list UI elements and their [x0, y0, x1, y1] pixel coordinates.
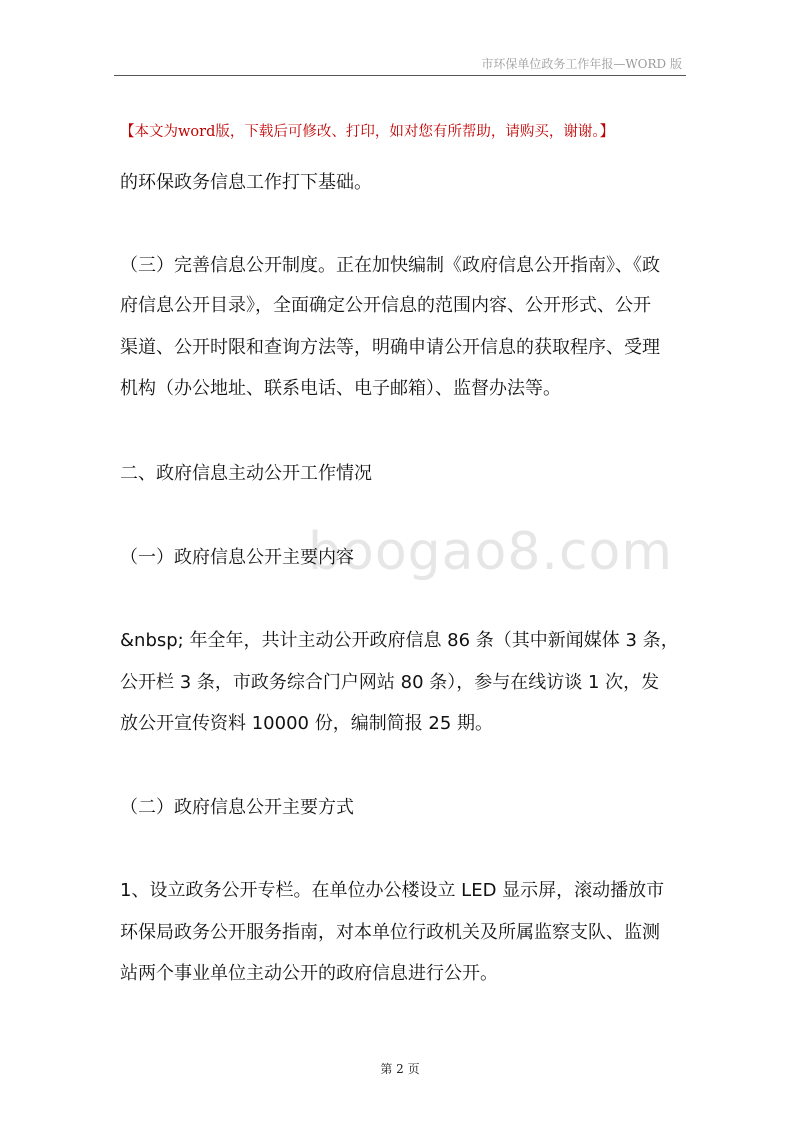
body-line: 环保局政务公开服务指南，对本单位行政机关及所属监察支队、监测 [120, 922, 660, 943]
subsection-heading: （二）政府信息公开主要方式 [120, 797, 354, 818]
page-number: 第 2 页 [380, 1062, 420, 1076]
body-line: 渠道、公开时限和查询方法等，明确申请公开信息的获取程序、受理 [120, 337, 660, 358]
body-line: 的环保政务信息工作打下基础。 [120, 172, 372, 193]
body-line: 府信息公开目录》，全面确定公开信息的范围内容、公开形式、公开 [120, 295, 651, 316]
body-line: （三）完善信息公开制度。正在加快编制《政府信息公开指南》、《政 [120, 255, 660, 276]
body-line: &nbsp; 年全年，共计主动公开政府信息 86 条（其中新闻媒体 3 条， [120, 630, 679, 651]
body-line: 放公开宣传资料 10000 份，编制简报 25 期。 [120, 713, 494, 734]
body-line: 机构（办公地址、联系电话、电子邮箱）、监督办法等。 [120, 378, 561, 399]
header-divider [114, 75, 686, 76]
body-line: 1、设立政务公开专栏。在单位办公楼设立 LED 显示屏，滚动播放市 [120, 880, 665, 901]
subsection-heading: （一）政府信息公开主要内容 [120, 547, 354, 568]
body-line: 公开栏 3 条，市政务综合门户网站 80 条），参与在线访谈 1 次，发 [120, 672, 660, 693]
section-heading: 二、政府信息主动公开工作情况 [120, 463, 372, 484]
body-line: 站两个事业单位主动公开的政府信息进行公开。 [120, 963, 498, 984]
watermark: boogao8.com [308, 522, 673, 582]
running-header: 市环保单位政务工作年报—WORD 版 [481, 57, 682, 71]
purchase-notice: 【本文为word版，下载后可修改、打印，如对您有所帮助，请购买，谢谢。】 [120, 124, 615, 140]
